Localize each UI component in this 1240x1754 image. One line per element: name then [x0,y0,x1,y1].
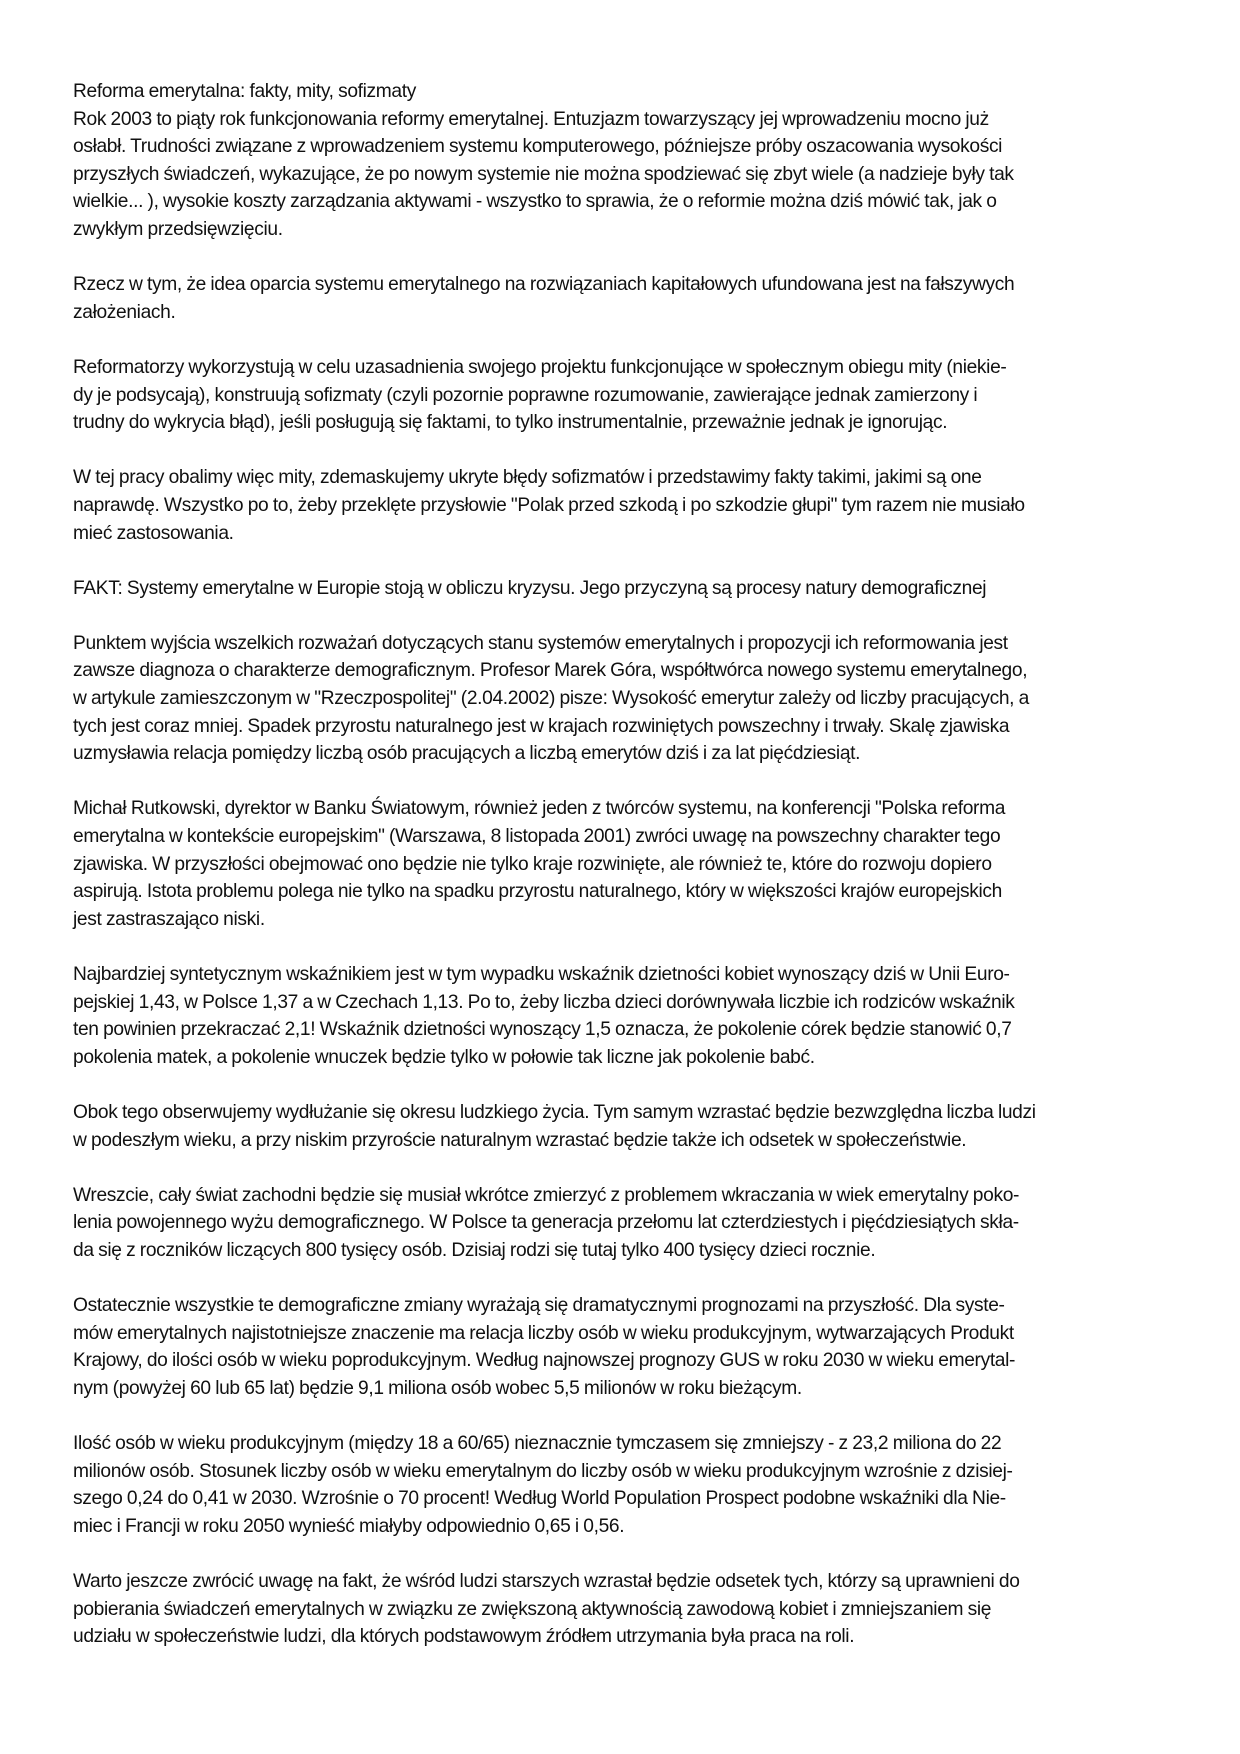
text-line: tych jest coraz mniej. Spadek przyrostu naturalnego jest w krajach rozwiniętych powszechny i trwały. Skalę zjawiska [73,715,1010,737]
text-line: pokolenia matek, a pokolenie wnuczek będzie tylko w połowie tak liczne jak pokolenie babć. [73,1046,815,1068]
paragraph-working-age [73,1430,1173,1540]
text-line: ten powinien przekraczać 2,1! Wskaźnik dzietności wynoszący 1,5 oznacza, że pokolenie córek będzie stanowić 0,7 [73,1019,1012,1041]
text-line: lenia powojennego wyżu demograficznego. W Polsce ta generacja przełomu lat czterdziestych i pięćdziesiątych skła- [73,1212,1019,1234]
text-line: w podeszłym wieku, a przy niskim przyroście naturalnym wzrastać będzie także ich odsetek w społeczeństwie. [73,1129,967,1151]
text-line: milionów osób. Stosunek liczby osób w wieku emerytalnym do liczby osób w wieku produkcyjnym wzrośnie z dzisiej- [73,1460,1013,1482]
text-line: dy je podsycają), konstruują sofizmaty (czyli pozornie poprawne rozumowanie, zawierające jednak zamierzony i [73,384,978,406]
paragraph-rutkowski [73,795,1173,933]
text-line: Rzecz w tym, że idea oparcia systemu emerytalnego na rozwiązaniach kapitałowych ufundowana jest na fałszywych [73,274,1015,296]
paragraph-entitled-share [73,1568,1173,1651]
text-line: FAKT: Systemy emerytalne w Europie stoją w obliczu kryzysu. Jego przyczyną są procesy natury demograficznej [73,577,987,599]
document-page [73,78,1173,1651]
text-line: emerytalna w kontekście europejskim" (Warszawa, 8 listopada 2001) zwróci uwagę na powszechny charakter tego [73,826,1001,848]
paragraph-spacer [73,1540,1173,1568]
paragraph-spacer [73,547,1173,575]
text-line: Michał Rutkowski, dyrektor w Banku Światowym, również jeden z twórców systemu, na konferencji "Polska reforma [73,798,1006,820]
document-title: Reforma emerytalna: fakty, mity, sofizmaty [73,81,416,102]
paragraph-spacer [73,602,1173,630]
paragraph-spacer [73,437,1173,465]
paragraph-life-expectancy [73,1099,1173,1154]
text-line: nym (powyżej 60 lub 65 lat) będzie 9,1 miliona osób wobec 5,5 milionów w roku bieżącym. [73,1377,802,1399]
section-heading-fakt [73,575,1173,603]
paragraph-reformers [73,354,1173,437]
paragraph-spacer [73,244,1173,272]
text-line: miec i Francji w roku 2050 wynieść miałyby odpowiednio 0,65 i 0,56. [73,1515,625,1537]
text-line: Najbardziej syntetycznym wskaźnikiem jest w tym wypadku wskaźnik dzietności kobiet wynoszący dziś w Unii Euro- [73,964,1010,985]
text-line: pejskiej 1,43, w Polsce 1,37 a w Czechach 1,13. Po to, żeby liczba dzieci dorównywała liczbie ich rodziców wskaźnik [73,991,1015,1013]
text-line: szego 0,24 do 0,41 w 2030. Wzrośnie o 70 procent! Według World Population Prospect podobne wskaźniki dla Nie- [73,1488,1006,1510]
text-line: mów emerytalnych najistotniejsze znaczenie ma relacja liczby osób w wieku produkcyjnym, wytwarzających Produkt [73,1322,1014,1344]
text-line: w artykule zamieszczonym w "Rzeczpospolitej" (2.04.2002) pisze: Wysokość emerytur zależy od liczby pracujących, a [73,688,1029,710]
paragraph-forecasts [73,1292,1173,1402]
text-line: przyszłych świadczeń, wykazujące, że po nowym systemie nie można spodziewać się zbyt wiele (a nadzieje były tak [73,163,1014,185]
text-line: Obok tego obserwujemy wydłużanie się okresu ludzkiego życia. Tym samym wzrastać będzie bezwzględna liczba ludzi [73,1101,1036,1123]
text-line: założeniach. [73,301,176,323]
text-line: da się z roczników liczących 800 tysięcy osób. Dzisiaj rodzi się tutaj tylko 400 tysięcy dzieci rocznie. [73,1239,876,1261]
text-line: zawsze diagnoza o charakterze demograficznym. Profesor Marek Góra, współtwórca nowego systemu emerytalnego, [73,660,1028,682]
paragraph-spacer [73,933,1173,961]
text-line: osłabł. Trudności związane z wprowadzeniem systemu komputerowego, późniejsze próby oszacowania wysokości [73,136,1003,158]
paragraph-intro [73,106,1173,244]
text-line: Wreszcie, cały świat zachodni będzie się musiał wkrótce zmierzyć z problemem wkraczania w wiek emerytalny poko- [73,1184,1020,1206]
text-line: udziału w społeczeństwie ludzi, dla których podstawowym źródłem utrzymania była praca na roli. [73,1626,855,1648]
paragraph-baby-boom [73,1182,1173,1265]
text-line: Rok 2003 to piąty rok funkcjonowania reformy emerytalnej. Entuzjazm towarzyszący jej wprowadzeniu mocno już [73,108,989,130]
text-line: uzmysławia relacja pomiędzy liczbą osób pracujących a liczbą emerytów dziś i za lat pięćdziesiąt. [73,743,861,765]
text-line: pobierania świadczeń emerytalnych w związku ze zwiększoną aktywnością zawodową kobiet i zmniejszaniem się [73,1598,992,1620]
paragraph-false-assumptions [73,271,1173,326]
text-line: Warto jeszcze zwrócić uwagę na fakt, że wśród ludzi starszych wzrastał będzie odsetek tych, którzy są uprawnieni do [73,1571,1020,1593]
text-line: mieć zastosowania. [73,522,234,544]
text-line: Ostatecznie wszystkie te demograficzne zmiany wyrażają się dramatycznymi prognozami na przyszłość. Dla syste- [73,1295,1005,1317]
text-line: jest zastraszająco niski. [73,908,265,930]
text-line: Punktem wyjścia wszelkich rozważań dotyczących stanu systemów emerytalnych i propozycji ich reformowania jest [73,632,1008,654]
paragraph-spacer [73,326,1173,354]
text-line: Ilość osób w wieku produkcyjnym (między 18 a 60/65) nieznacznie tymczasem się zmniejszy - z 23,2 miliona do 22 [73,1433,1002,1455]
text-line: naprawdę. Wszystko po to, żeby przeklęte przysłowie "Polak przed szkodą i po szkodzie głupi" tym razem nie musiało [73,494,1025,516]
text-line: trudny do wykrycia błąd), jeśli posługują się faktami, to tylko instrumentalnie, przeważnie jednak je ignorując. [73,412,948,434]
text-line: aspirują. Istota problemu polega nie tylko na spadku przyrostu naturalnego, który w większości krajów europejskich [73,881,1002,903]
paragraph-spacer [73,1154,1173,1182]
text-line: W tej pracy obalimy więc mity, zdemaskujemy ukryte błędy sofizmatów i przedstawimy fakty takimi, jakimi są one [73,467,982,489]
paragraph-purpose [73,464,1173,547]
paragraph-spacer [73,1265,1173,1293]
paragraph-demographic-diagnosis [73,630,1173,768]
paragraph-spacer [73,1071,1173,1099]
text-line: zjawiska. W przyszłości obejmować ono będzie nie tylko kraje rozwinięte, ale również te, które do rozwoju dopiero [73,853,992,875]
paragraph-spacer [73,768,1173,796]
paragraph-fertility-rate [73,961,1173,1071]
paragraph-spacer [73,1403,1173,1431]
text-line: zwykłym przedsięwzięciu. [73,218,283,240]
text-line: Krajowy, do ilości osób w wieku poprodukcyjnym. Według najnowszej prognozy GUS w roku 2030 w wieku emerytal- [73,1350,1016,1372]
text-line: wielkie... ), wysokie koszty zarządzania aktywami - wszystko to sprawia, że o reformie można dziś mówić tak, jak o [73,191,997,213]
text-line: Reformatorzy wykorzystują w celu uzasadnienia swojego projektu funkcjonujące w społecznym obiegu mity (niekie- [73,356,1007,378]
